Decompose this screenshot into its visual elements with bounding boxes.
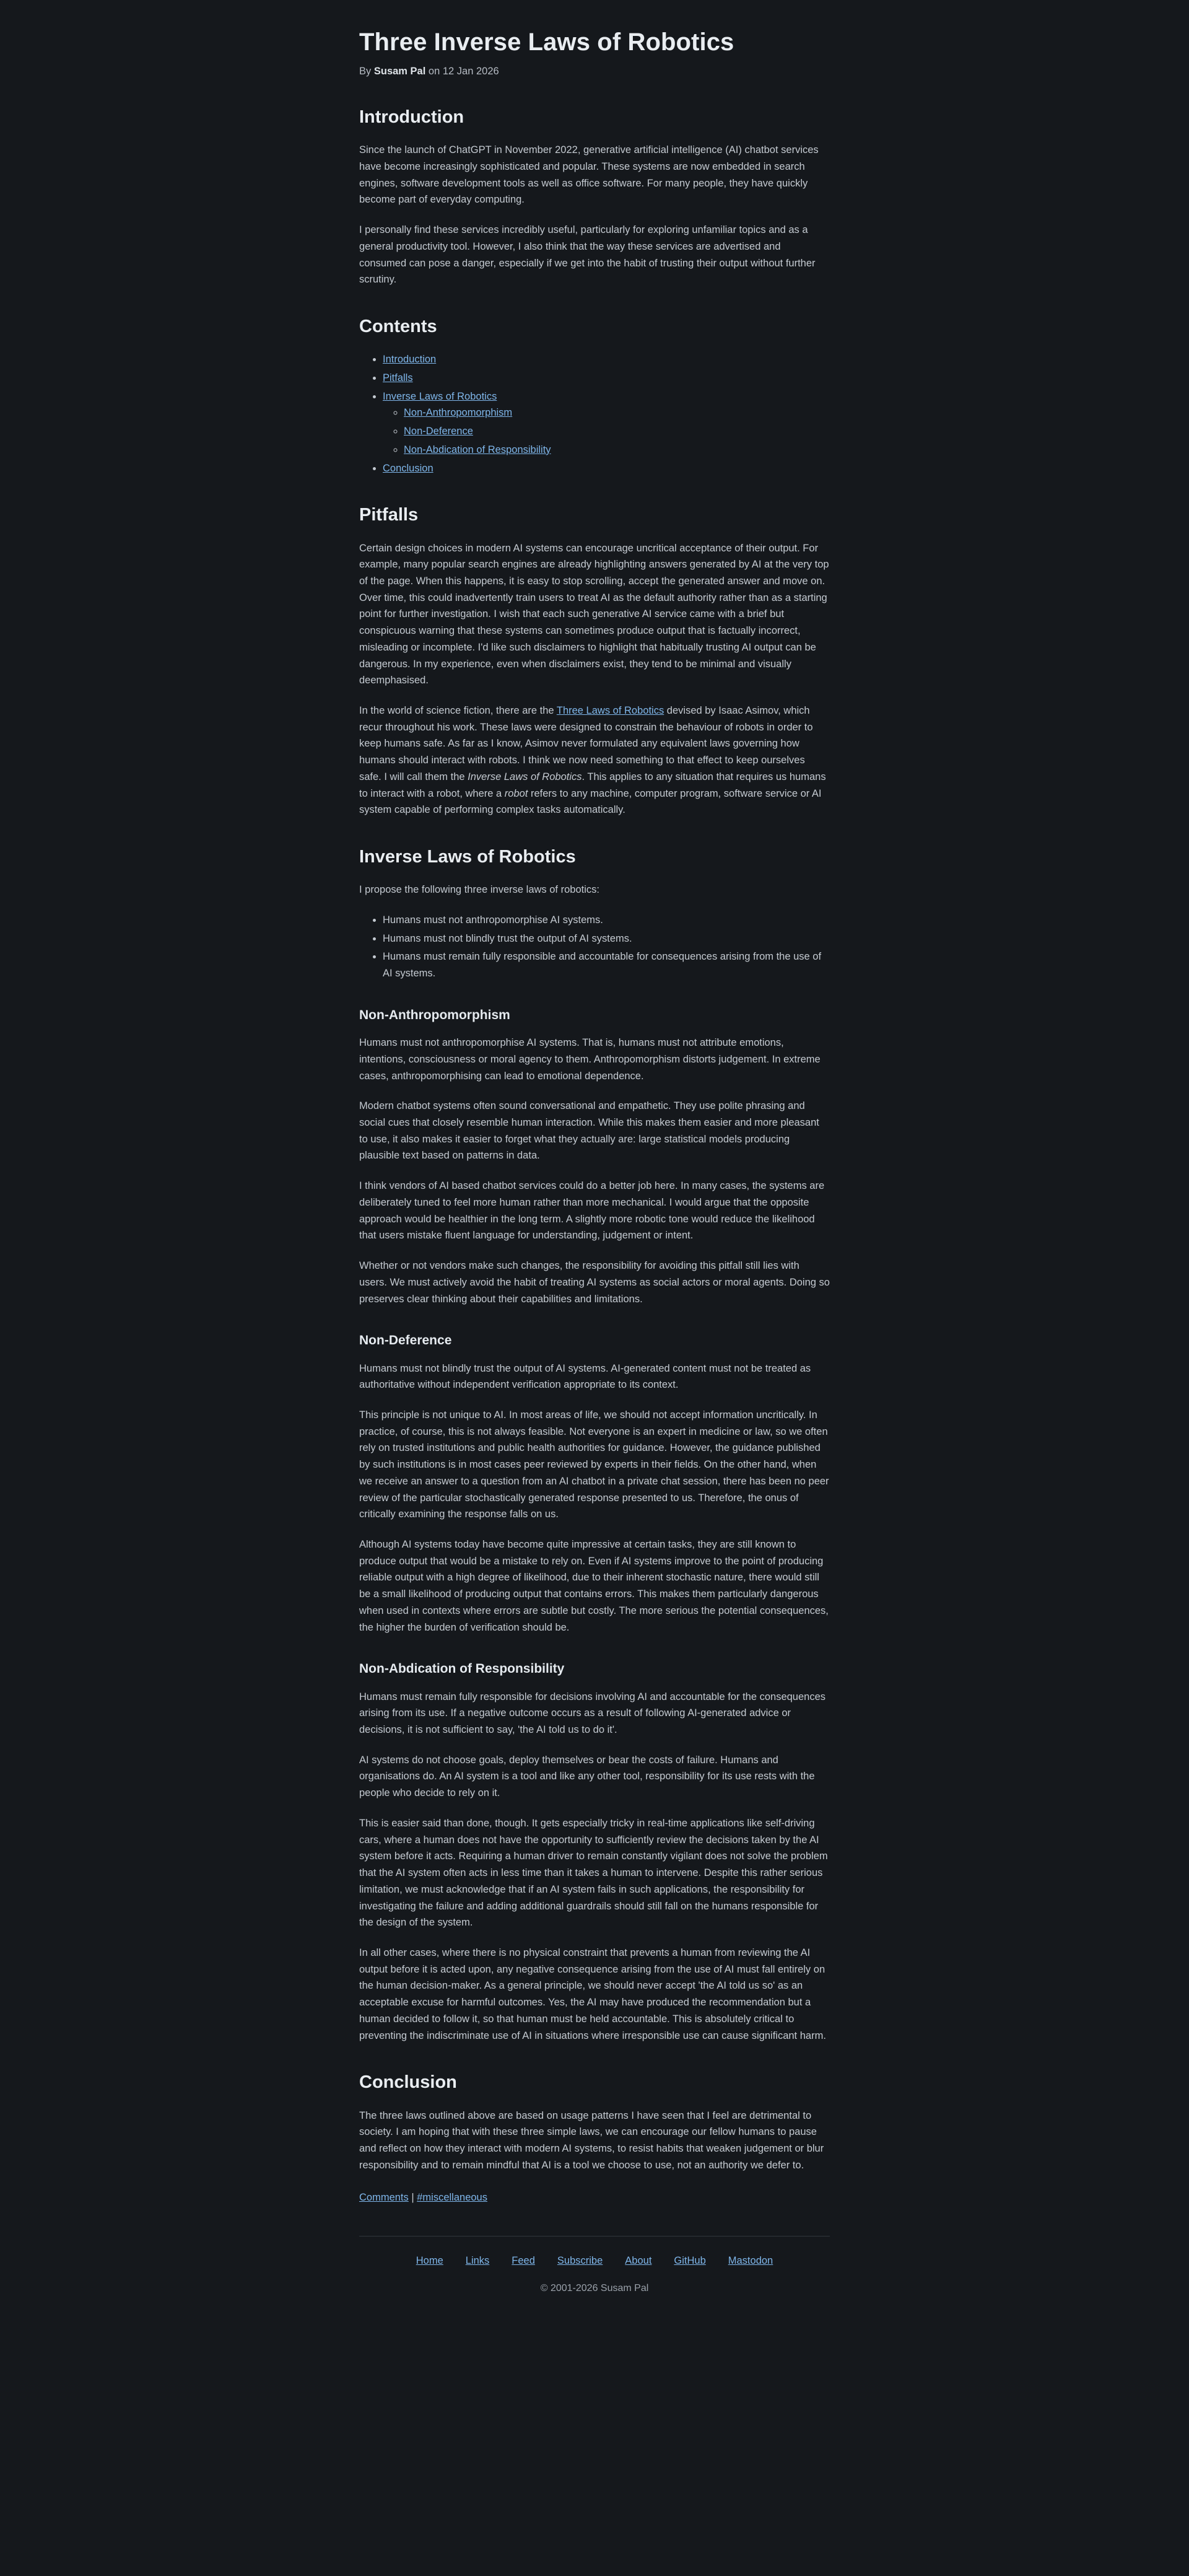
article-page xyxy=(359,0,830,2319)
pitfalls-paragraph-1: Certain design choices in modern AI systems can encourage uncritical acceptance of their output. For example, many popular search engines are already highlighting answers generated by AI at the very top of the page. When this happens, it is easy to stop scrolling, accept the generated answer and move on. Over time, this could inadvertently train users to treat AI as the default authority rather than as a starting point for further investigation. I wish that each such generative AI service came with a brief but conspicuous warning that these systems can sometimes produce output that is factually incorrect, misleading or incomplete. I'd like such disclaimers to highlight that habitually trusting AI output can be dangerous. In my experience, even when disclaimers exist, they tend to be minimal and visually deemphasised. xyxy=(359,542,829,686)
list-item xyxy=(383,388,830,458)
subsection-heading-non-deference: Non-Deference xyxy=(359,1333,452,1348)
list-item: • Humans must remain fully responsible and accountable for consequences arising from the use of AI systems. xyxy=(383,948,830,981)
inverse-laws-intro: I propose the following three inverse laws of robotics: xyxy=(359,884,599,896)
comments-separator: | xyxy=(408,2192,417,2204)
byline-date: 12 Jan 2026 xyxy=(442,66,499,77)
section-heading-pitfalls: Pitfalls xyxy=(359,505,419,525)
contents-link-pitfalls[interactable]: Pitfalls xyxy=(383,372,413,383)
non-abdication-paragraph-3: This is easier said than done, though. It gets especially tricky in real-time applications like self-driving cars, where a human does not have the opportunity to sufficiently review the decisions taken by the AI system before it acts. Requiring a human driver to remain constantly vigilant does not solve the problem that the AI system often acts in less time than it takes a human to intervene. Despite this rather serious limitation, we must acknowledge that if an AI system fails in such applications, the responsibility for investigating the failure and adding additional guardrails should still fall on the humans responsible for the design of the system. xyxy=(359,1817,828,1929)
footer-nav xyxy=(359,2255,830,2267)
contents-link-non-abdication[interactable]: Non-Abdication of Responsibility xyxy=(404,444,551,455)
pitfalls-p2-part-a: In the world of science fiction, there are the xyxy=(359,705,557,716)
contents-link-introduction[interactable]: Introduction xyxy=(383,354,437,366)
contents-link-non-anthropomorphism[interactable]: Non-Anthropomorphism xyxy=(404,407,513,419)
list-item xyxy=(383,460,830,477)
pitfalls-p2-emphasis-1: Inverse Laws of Robotics xyxy=(468,771,582,782)
inverse-laws-list xyxy=(359,912,830,982)
contents-sublist xyxy=(383,405,830,458)
list-item xyxy=(383,370,830,387)
section-heading-conclusion: Conclusion xyxy=(359,2072,457,2093)
introduction-paragraph-1: Since the launch of ChatGPT in November 2022, generative artificial intelligence (AI) chatbot services have become increasingly sophisticated and popular. These systems are now embedded in search engines, software development tools as well as office software. For many people, they have quickly become part of everyday computing. xyxy=(359,144,819,206)
introduction-paragraph-2: I personally find these services incredibly useful, particularly for exploring unfamiliar topics and as a general productivity tool. However, I also think that the way these services are advertised and consumed can pose a danger, especially if we get into the habit of trusting their output without further scrutiny. xyxy=(359,224,816,286)
byline xyxy=(359,66,830,77)
list-item xyxy=(383,351,830,368)
list-item xyxy=(404,442,830,458)
list-item: • Humans must not blindly trust the output of AI systems. xyxy=(383,931,830,947)
list-item xyxy=(404,423,830,440)
byline-middle: on xyxy=(428,66,440,77)
three-laws-of-robotics-link[interactable]: Three Laws of Robotics xyxy=(556,705,664,716)
footer-link-mastodon[interactable]: Mastodon xyxy=(728,2255,773,2267)
non-deference-paragraph-1: Humans must not blindly trust the output of AI systems. AI-generated content must not be treated as authoritative without independent verification appropriate to its context. xyxy=(359,1362,811,1391)
non-anthropomorphism-paragraph-1: Humans must not anthropomorphise AI systems. That is, humans must not attribute emotions, intentions, consciousness or moral agency to them. Anthropomorphism distorts judgement. In extreme cases, anthropomorphising can lead to emotional dependence. xyxy=(359,1037,821,1082)
tag-link-miscellaneous[interactable]: #miscellaneous xyxy=(417,2192,487,2204)
section-heading-contents: Contents xyxy=(359,317,437,336)
list-item: • Humans must not anthropomorphise AI systems. xyxy=(383,912,830,929)
comments-link[interactable]: Comments xyxy=(359,2192,409,2204)
non-anthropomorphism-paragraph-2: Modern chatbot systems often sound conversational and empathetic. They use polite phrasing and social cues that closely resemble human interaction. While this makes them easier and more pleasant to use, it also makes it easier to forget what they actually are: large statistical models producing plausible text based on patterns in data. xyxy=(359,1100,819,1162)
pitfalls-p2-emphasis-2: robot xyxy=(504,787,528,799)
subsection-heading-non-anthropomorphism: Non-Anthropomorphism xyxy=(359,1007,510,1022)
footer-link-about[interactable]: About xyxy=(625,2255,652,2267)
footer-link-home[interactable]: Home xyxy=(416,2255,443,2267)
footer-link-subscribe[interactable]: Subscribe xyxy=(557,2255,603,2267)
footer-link-links[interactable]: Links xyxy=(465,2255,490,2267)
conclusion-paragraph-1: The three laws outlined above are based on usage patterns I have seen that I feel are detrimental to society. I am hoping that with these three simple laws, we can encourage our fellow humans to pause and reflect on how they interact with modern AI systems, to resist habits that weaken judgement or blur responsibility and to remain mindful that AI is a tool we choose to use, not an authority we defer to. xyxy=(359,2109,824,2171)
byline-author: Susam Pal xyxy=(373,66,426,77)
comments-line xyxy=(359,2192,830,2204)
non-abdication-paragraph-4: In all other cases, where there is no physical constraint that prevents a human from reviewing the AI output before it is acted upon, any negative consequence arising from the use of AI must fall entirely on the human decision-maker. As a general principle, we should never accept 'the AI told us so' as an acceptable excuse for harmful outcomes. Yes, the AI may have produced the recommendation but a human decided to follow it, so that human must be held accountable. This is absolutely critical to preventing the indiscriminate use of AI in situations where irresponsible use can cause significant harm. xyxy=(359,1947,826,2041)
non-abdication-paragraph-1: Humans must remain fully responsible for decisions involving AI and accountable for the consequences arising from its use. If a negative outcome occurs as a result of following AI-generated advice or decisions, it is not sufficient to say, 'the AI told us to do it'. xyxy=(359,1691,825,1736)
page-title: Three Inverse Laws of Robotics xyxy=(359,28,734,56)
section-heading-introduction: Introduction xyxy=(359,107,464,127)
non-deference-paragraph-3: Although AI systems today have become quite impressive at certain tasks, they are still known to produce output that would be a mistake to rely on. Even if AI systems improve to the point of producing reliable output with a high degree of likelihood, due to their inherent stochastic nature, there would still be a small likelihood of producing output that contains errors. This makes them particularly dangerous when used in contexts where errors are subtle but costly. The more serious the potential consequences, the higher the burden of verification should be. xyxy=(359,1539,829,1633)
non-anthropomorphism-paragraph-3: I think vendors of AI based chatbot services could do a better job here. In many cases, the systems are deliberately tuned to feel more human rather than more mechanical. I would argue that the opposite approach would be healthier in the long term. A slightly more robotic tone would reduce the likelihood that users mistake fluent language for understanding, judgement or intent. xyxy=(359,1180,825,1242)
pitfalls-paragraph-2 xyxy=(359,703,830,818)
pitfalls-p2-part-d: refers to any machine, computer program, software service or AI system capable of performing complex tasks automatically. xyxy=(359,787,822,816)
contents-link-conclusion[interactable]: Conclusion xyxy=(383,462,433,474)
subsection-heading-non-abdication: Non-Abdication of Responsibility xyxy=(359,1662,565,1676)
pitfalls-p2-part-b: devised by Isaac Asimov, which recur throughout his work. These laws were designed to constrain the behaviour of robots in order to keep humans safe. As far as I know, Asimov never formulated any equivalent laws governing how humans should interact with robots. I think we now need something to that effect to keep ourselves safe. I will call them the xyxy=(359,705,813,782)
non-abdication-paragraph-2: AI systems do not choose goals, deploy themselves or bear the costs of failure. Humans and organisations do. An AI system is a tool and like any other tool, responsibility for its use rests with the people who decide to rely on it. xyxy=(359,1754,815,1799)
byline-prefix: By xyxy=(359,66,372,77)
contents-list xyxy=(359,351,830,476)
section-heading-inverse-laws: Inverse Laws of Robotics xyxy=(359,847,576,867)
list-item xyxy=(404,405,830,421)
non-anthropomorphism-paragraph-4: Whether or not vendors make such changes, the responsibility for avoiding this pitfall still lies with users. We must actively avoid the habit of treating AI systems as social actors or moral agents. Doing so preserves clear thinking about their capabilities and limitations. xyxy=(359,1260,830,1305)
non-deference-paragraph-2: This principle is not unique to AI. In most areas of life, we should not accept information uncritically. In practice, of course, this is not always feasible. Not everyone is an expert in medicine or law, so we often rely on trusted institutions and public health authorities for guidance. However, the guidance published by such institutions is in most cases peer reviewed by experts in their fields. On the other hand, when we receive an answer to a question from an AI chatbot in a private chat session, there has been no peer review of the particular stochastically generated response presented to us. Therefore, the onus of critically examining the response falls on us. xyxy=(359,1409,829,1520)
contents-link-non-deference[interactable]: Non-Deference xyxy=(404,426,473,437)
contents-link-inverse-laws[interactable]: Inverse Laws of Robotics xyxy=(383,390,497,402)
copyright-notice: © 2001-2026 Susam Pal xyxy=(540,2283,649,2294)
pitfalls-p2-part-c: . This applies to any situation that requires us humans to interact with a robot, where a xyxy=(359,771,826,799)
footer-link-github[interactable]: GitHub xyxy=(674,2255,706,2267)
footer-link-feed[interactable]: Feed xyxy=(512,2255,535,2267)
